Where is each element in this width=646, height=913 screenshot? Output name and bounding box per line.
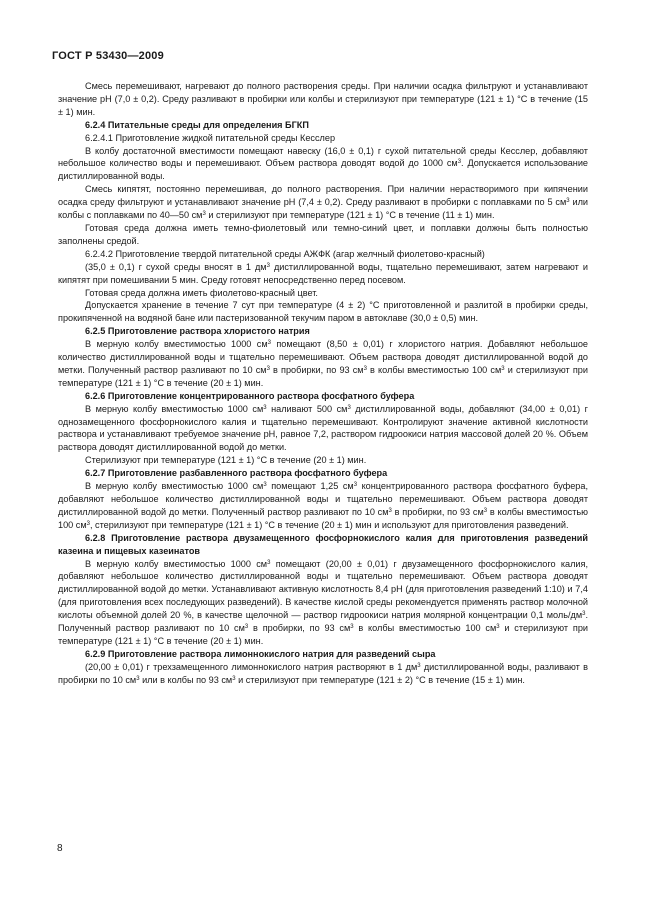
paragraph: В мерную колбу вместимостью 1000 $см^3$ помещают 1,25 $см^3$ концентрированного раствора фосфатного буфера, добавляют небольшое количество дистиллированной воды и тщательно перемешивают. Объем раствора доводят дистиллированной водой до метки. Полученный раствор разливают по 10 $см^3$ в пробирки, по 93 $см^3$ в колбы вместимостью 100 $см^3$, стерилизуют при температуре (121 ± 1) °С в течение (20 ± 1) мин и используют для приготовления разведений. <box>58 481 588 530</box>
section-heading: 6.2.6 Приготовление концентрированного раствора фосфатного буфера <box>85 390 415 401</box>
section-heading: 6.2.4 Питательные среды для определения БГКП <box>85 119 309 130</box>
paragraph: В мерную колбу вместимостью 1000 $см^3$ помещают (20,00 ± 0,01) г двузамещенного фосфорнокислого калия, добавляют небольшое количество дистиллированной воды и тщательно перемешивают. Объем раствора доводят дистиллированной водой до метки. Устанавливают активную кислотность 8,4 pH (для приготовления разведений 1:10) и 7,4 (для приготовления всех последующих разведений). В качестве кислой среды рекомендуется применять раствор молочной кислоты объемной долей 20 %, в качестве щелочной — раствор гидроокиси натрия молярной концентрации 0,1 моль/$дм^3$. Полученный раствор разливают по 10 $см^3$ в пробирки, по 93 $см^3$ в колбы вместимостью 100 $см^3$ и стерилизуют при температуре (121 ± 1) °С в течение (20 ± 1) мин. <box>58 558 588 646</box>
paragraph: В колбу достаточной вместимости помещают навеску (16,0 ± 0,1) г сухой питательной среды Кесслер, добавляют небольшое количество воды и перемешивают. Объем раствора доводят водой до 1000 $см^3$. Допускается использование дистиллированной воды. <box>58 145 588 182</box>
paragraph: Смесь перемешивают, нагревают до полного растворения среды. При наличии осадка фильтруют и устанавливают значение pH (7,0 ± 0,2). Среду разливают в пробирки или колбы и стерилизуют при температуре (121 ± 1) °С в течение (15 ± 1) мин. <box>58 81 588 117</box>
paragraph: (35,0 ± 0,1) г сухой среды вносят в 1 $дм^3$ дистиллированной воды, тщательно перемешивают, затем нагревают и кипятят при помешивании 5 мин. Среду готовят непосредственно перед посевом. <box>58 261 588 285</box>
paragraph: Стерилизуют при температуре (121 ± 1) °С в течение (20 ± 1) мин. <box>85 455 367 466</box>
paragraph: В мерную колбу вместимостью 1000 $см^3$ наливают 500 $см^3$ дистиллированной воды, добавляют (34,00 ± 0,01) г однозамещенного фосфорнокислого калия и тщательно перемешивают. Контролируют значение активной кислотности раствора и устанавливают требуемое значение pH, равное 7,2, раствором гидроокиси натрия массовой долей 20 %. Объем раствора доводят дистиллированной водой до метки. <box>58 403 588 453</box>
paragraph: (20,00 ± 0,01) г трехзамещенного лимоннокислого натрия растворяют в 1 $дм^3$ дистиллированной воды, разливают в пробирки по 10 $см^3$ или в колбы по 93 $см^3$ и стерилизуют при температуре (121 ± 2) °С в течение (15 ± 1) мин. <box>58 661 588 685</box>
document-header: ГОСТ Р 53430—2009 <box>52 50 164 62</box>
paragraph: В мерную колбу вместимостью 1000 $см^3$ помещают (8,50 ± 0,01) г хлористого натрия. Добавляют небольшое количество дистиллированной воды и тщательно перемешивают. Объем раствора доводят дистиллированной водой до метки. Полученный раствор разливают по 10 $см^3$ в пробирки, по 93 $см^3$ в колбы вместимостью 100 $см^3$ и стерилизуют при температуре (121 ± 1) °С в течение (20 ± 1) мин. <box>58 339 588 388</box>
subsection-heading: 6.2.4.1 Приготовление жидкой питательной среды Кесслер <box>85 132 336 143</box>
section-heading: 6.2.8 Приготовление раствора двузамещенного фосфорнокислого калия для приготовления разведений казеина и пищевых казеинатов <box>58 532 588 556</box>
paragraph: Готовая среда должна иметь темно-фиолетовый или темно-синий цвет, и поплавки должны быть полностью заполнены средой. <box>58 222 588 246</box>
section-heading: 6.2.9 Приготовление раствора лимоннокислого натрия для разведений сыра <box>85 648 436 659</box>
paragraph: Смесь кипятят, постоянно перемешивая, до полного растворения. При наличии нерастворимого при кипячении осадка среду фильтруют и устанавливают значение pH (7,4 ± 0,2). Среду разливают в пробирки с поплавками по 5 $см^3$ или колбы с поплавками по 40—50 $см^3$ и стерилизуют при температуре (121 ± 1) °С в течение (11 ± 1) мин. <box>58 184 588 221</box>
document-body <box>58 80 588 687</box>
section-heading: 6.2.5 Приготовление раствора хлористого натрия <box>85 326 310 337</box>
section-heading: 6.2.7 Приготовление разбавленного раствора фосфатного буфера <box>85 468 388 479</box>
paragraph: Допускается хранение в течение 7 сут при температуре (4 ± 2) °С приготовленной и разлитой в пробирки среды, прокипяченной на водяной бане или пастеризованной текучим паром в автоклаве (30,0 ± 0,5) мин. <box>58 300 588 324</box>
paragraph: Готовая среда должна иметь фиолетово-красный цвет. <box>85 287 318 298</box>
subsection-heading: 6.2.4.2 Приготовление твердой питательной среды АЖФК (агар желчный фиолетово-красный) <box>85 248 485 259</box>
page-number: 8 <box>57 843 63 854</box>
